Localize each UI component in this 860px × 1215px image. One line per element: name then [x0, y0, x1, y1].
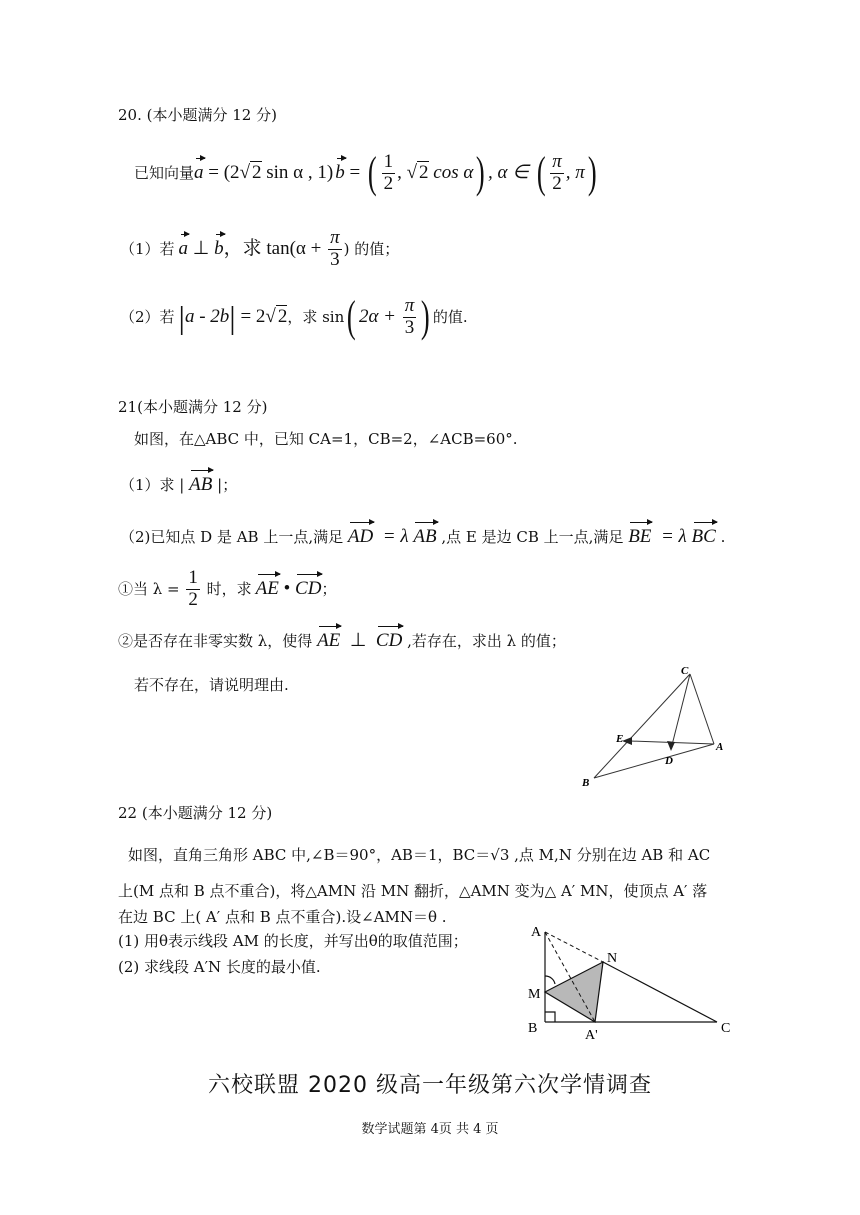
q21-c1-prefix: ①当 λ =: [118, 580, 185, 598]
label-A-prime: A': [585, 1028, 598, 1043]
q21-triangle-figure: [578, 660, 748, 790]
q20-p2-expr: a - 2b: [184, 305, 230, 327]
vector-BC: BC: [691, 526, 716, 547]
q21-p2-end: .: [720, 528, 726, 546]
label-C: C: [721, 1021, 731, 1036]
vector-b: b: [335, 161, 345, 183]
page-footer: 数学试题第 4页 共 4 页: [361, 1122, 499, 1137]
fraction-pi-3: $\frac{\pi}{3}$: [330, 226, 340, 270]
q22-header: 22 (本小题满分 12 分): [118, 804, 273, 822]
q21-figure-lines: [594, 674, 714, 778]
q21-case2: [118, 630, 566, 653]
exam-title: 六校联盟 2020 级高一年级第六次学情调查: [208, 1073, 652, 1098]
q20-p1-label: （1）若: [120, 240, 175, 258]
q20-p1-ask: ，求 tan(α +: [223, 237, 327, 259]
sqrt-symbol: √: [265, 305, 276, 327]
q21-c1-end: ；: [321, 580, 337, 598]
left-paren: (: [347, 292, 357, 341]
q21-c2-tail: ,若存在，求出 λ 的值；: [407, 632, 566, 650]
left-paren: (: [536, 148, 546, 197]
q22-right-triangle-figure: [525, 920, 745, 1045]
right-paren: ): [476, 148, 486, 197]
q22-line2: 上(M 点和 B 点不重合)，将△AMN 沿 MN 翻折，△AMN 变为△ A′ MN，使顶点 A′ 落: [118, 882, 708, 900]
vector-CD: CD: [375, 630, 403, 651]
q21-part2: [120, 526, 725, 549]
q21-p1-tail: |；: [217, 476, 238, 494]
q20-p2-inner: 2α +: [358, 305, 401, 327]
q20-sqrt2-b: 2: [419, 161, 429, 183]
q21-p2-eq1: = λ: [378, 526, 409, 547]
q21-c2-prefix: ②是否存在非零实数 λ，使得: [118, 632, 313, 650]
q21-case3: 若不存在，请说明理由.: [134, 676, 289, 694]
sqrt-symbol: √: [239, 161, 250, 183]
perp-symbol: ⊥: [345, 630, 372, 651]
q21-p2-prefix: （2)已知点 D 是 AB 上一点,满足: [120, 528, 344, 546]
q20-p2-ask: ，求 sin: [287, 308, 345, 326]
q20-b-cos: cos α: [428, 161, 474, 183]
q20-alpha-in: , α ∈: [488, 161, 534, 183]
label-C: C: [681, 665, 689, 677]
q20-p1-perp: ⊥: [188, 237, 215, 259]
label-E: E: [616, 733, 624, 745]
q21-header: 21(本小题满分 12 分): [118, 398, 268, 416]
left-paren: (: [367, 148, 377, 197]
folded-triangle: [545, 962, 603, 1022]
q20-p2-eq: = 2: [235, 305, 266, 327]
q21-p2-eq2: = λ: [656, 526, 687, 547]
q20-p2-tail: 的值.: [432, 308, 468, 326]
right-paren: ): [587, 148, 597, 197]
label-B: B: [528, 1021, 538, 1036]
q22-sub2: (2) 求线段 A′N 长度的最小值.: [118, 958, 321, 976]
q20-p1-tail: ) 的值；: [343, 240, 400, 258]
vector-AE: AE: [317, 630, 341, 651]
label-D: D: [665, 755, 673, 767]
q20-p2-label: （2）若: [120, 308, 175, 326]
fraction-half: $\frac{1}{2}$: [383, 150, 394, 194]
vector-AE: AE: [255, 577, 279, 599]
q22-line1: 如图，直角三角形 ABC 中,∠B＝90°，AB＝1，BC＝√3 ,点 M,N 分别在边 AB 和 AC: [128, 846, 711, 864]
vector-a: a: [178, 237, 189, 259]
q20-given: [134, 148, 599, 198]
q20-b-rest: ,: [397, 161, 407, 183]
label-A: A: [531, 925, 542, 940]
q21-c1-mid: 时，求: [201, 580, 252, 598]
vector-BE: BE: [628, 526, 652, 547]
vector-AD: AD: [347, 526, 374, 547]
q20-pi-tail: , π: [565, 161, 585, 183]
q20-given-prefix: 已知向量: [134, 164, 195, 182]
vector-CD: CD: [295, 577, 322, 599]
abs-bar-left: |: [178, 298, 185, 335]
q20-a-right: sin α , 1): [261, 161, 334, 183]
arrowhead-D: [667, 741, 675, 751]
q20-sqrt2: 2: [252, 161, 262, 183]
q21-p2-mid: ,点 E 是边 CB 上一点,满足: [441, 528, 624, 546]
q21-p1-label: （1）求 |: [120, 476, 185, 494]
fraction-pi-3: $\frac{\pi}{3}$: [404, 294, 415, 338]
vector-b: b: [214, 237, 224, 259]
q20-b-eq: =: [344, 161, 365, 183]
abs-bar-right: |: [229, 298, 236, 335]
q20-p2-sqrt2: 2: [277, 305, 288, 327]
arrowhead-E: [622, 737, 632, 745]
vector-AB: AB: [189, 474, 213, 495]
q21-case1: [118, 564, 336, 614]
q21-part1: [120, 474, 237, 497]
q20-header: 20. (本小题满分 12 分): [118, 106, 277, 124]
right-paren: ): [421, 292, 430, 341]
q20-a-left: = (2: [203, 161, 240, 183]
q22-sub1: (1) 用θ表示线段 AM 的长度，并写出θ的取值范围；: [118, 932, 468, 950]
label-B: B: [582, 777, 590, 789]
sqrt-symbol: √: [406, 161, 418, 183]
label-M: M: [528, 987, 541, 1002]
label-N: N: [607, 951, 618, 966]
q20-part1: [120, 224, 399, 274]
q20-part2: [120, 292, 468, 342]
fraction-half: $\frac{1}{2}$: [188, 566, 198, 610]
dot-operator: •: [278, 577, 296, 599]
q21-intro: 如图，在△ABC 中，已知 CA=1，CB=2，∠ACB=60°.: [134, 430, 518, 448]
label-A: A: [716, 741, 724, 753]
vector-a: a: [194, 161, 204, 183]
q22-line3: 在边 BC 上( A′ 点和 B 点不重合).设∠AMN＝θ .: [118, 908, 447, 926]
fraction-pi-2: $\frac{\pi}{2}$: [552, 150, 562, 194]
vector-AB: AB: [413, 526, 437, 547]
